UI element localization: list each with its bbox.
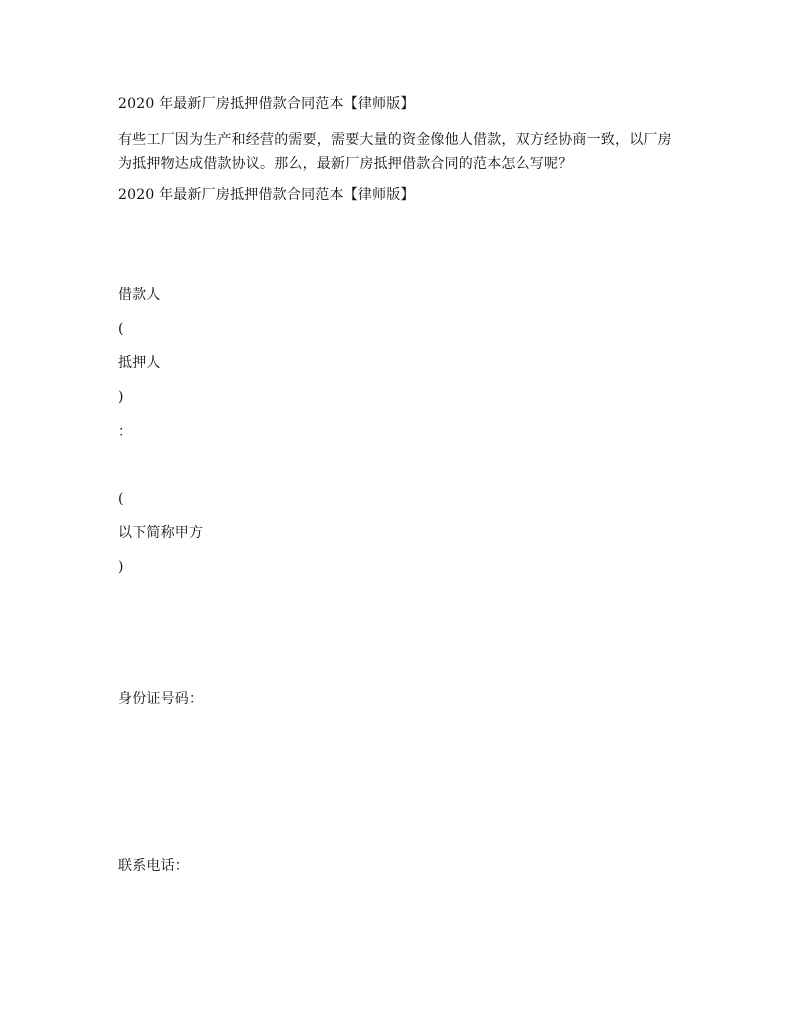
borrower-label: 借款人	[118, 287, 161, 303]
paren-close-2: )	[118, 559, 124, 575]
paren-open-2: (	[118, 491, 124, 507]
intro-paragraph	[118, 128, 688, 176]
paren-close-1: )	[118, 389, 124, 405]
id-number-label: 身份证号码：	[118, 691, 204, 707]
paren-open-1: (	[118, 321, 124, 337]
party-a-note: 以下简称甲方	[118, 525, 204, 541]
phone-label: 联系电话：	[118, 858, 189, 874]
mortgagor-label: 抵押人	[118, 355, 161, 371]
document-subtitle: 2020 年最新厂房抵押借款合同范本【律师版】	[118, 187, 415, 203]
colon-mark: ：	[118, 424, 133, 440]
intro-line-2: 为抵押物达成借款协议。那么，最新厂房抵押借款合同的范本怎么写呢？	[118, 156, 573, 172]
intro-line-1: 有些工厂因为生产和经营的需要，需要大量的资金像他人借款，双方经协商一致，以厂房	[118, 132, 672, 148]
document-title: 2020 年最新厂房抵押借款合同范本【律师版】	[118, 96, 415, 112]
